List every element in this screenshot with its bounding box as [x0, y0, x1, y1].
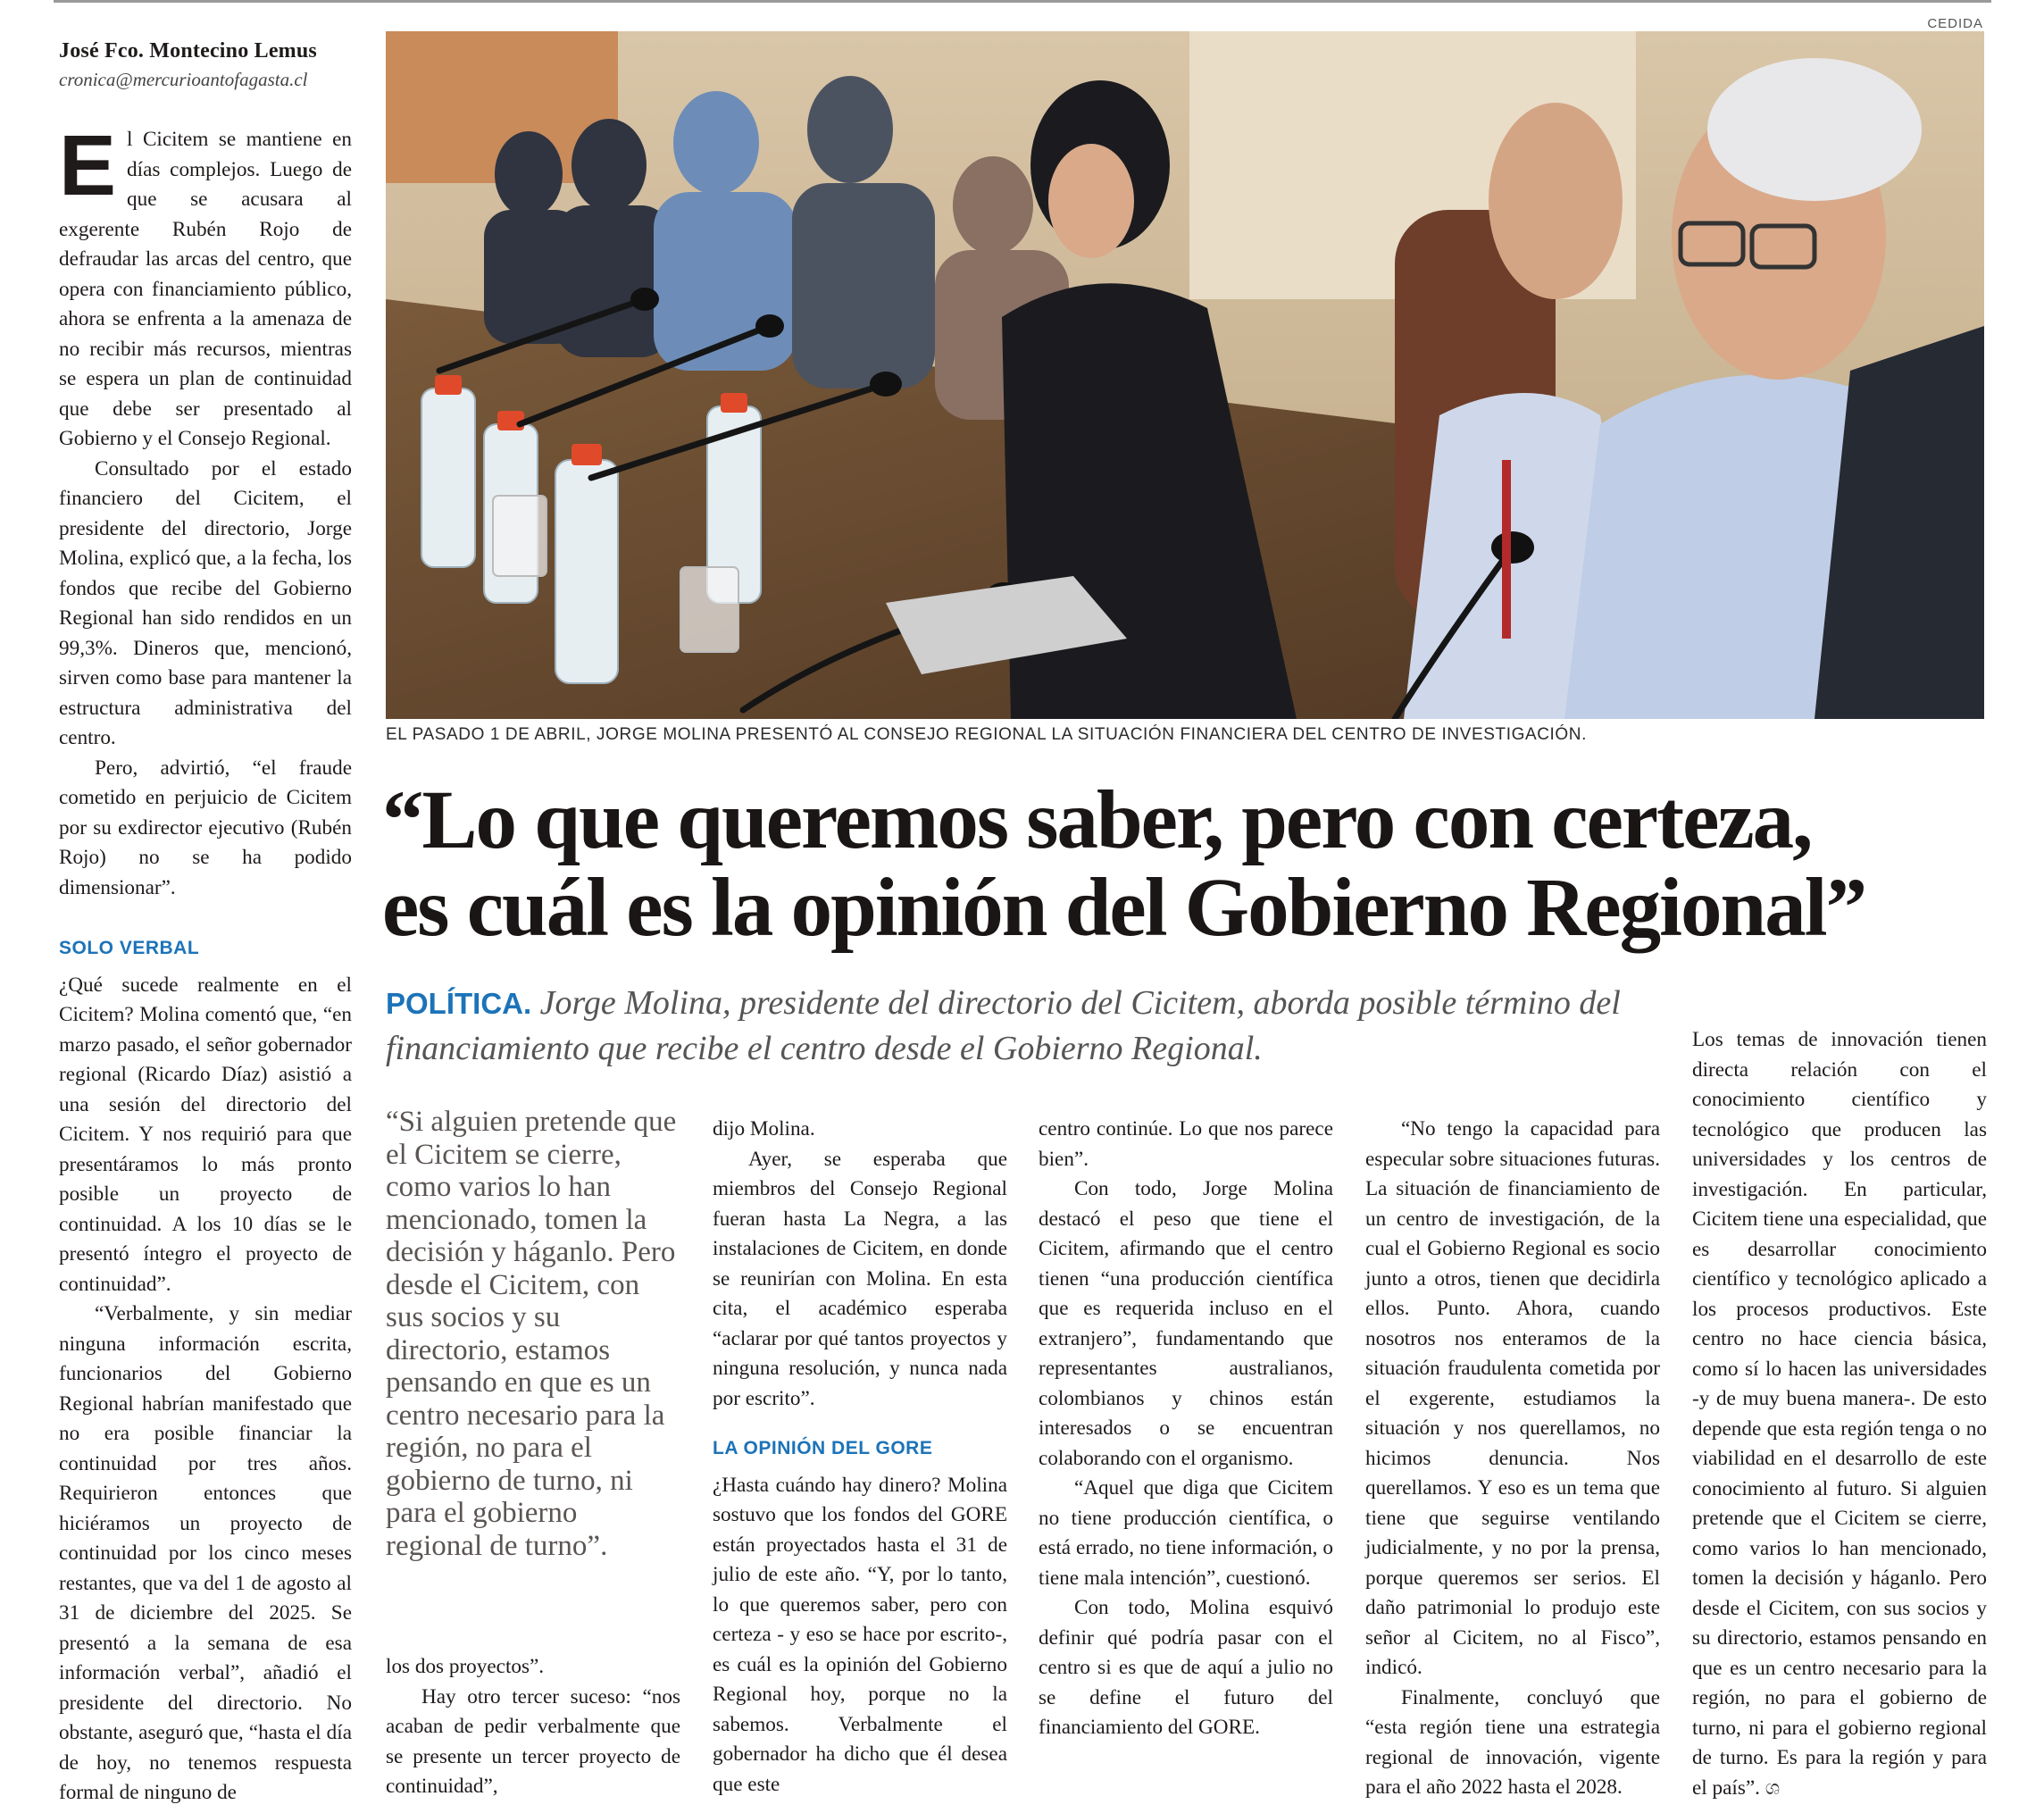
section-label: POLÍTICA. [386, 987, 532, 1020]
subhead-opinion-gore: LA OPINIÓN DEL GORE [713, 1438, 933, 1458]
subhead-solo-verbal: SOLO VERBAL [59, 938, 200, 958]
article-column-6 [1692, 1025, 1987, 1803]
paragraph: “Verbalmente, y sin mediar ninguna información escrita, funcionarios del Gobierno Regional habrían manifestado que no era posible financiar la continuidad por tres años. Requirieron entonces que hiciéramos un proyecto de continuidad por los cinco meses restantes, que va del 1 de agosto al 31 de diciembre del 2025. Se presentó a la semana de esa información verbal”, añadió el presidente del directorio. No obstante, aseguró que, “hasta el día de hoy, no tenemos respuesta formal de ninguno de [59, 1302, 352, 1804]
end-mark-icon: ශ [1765, 1775, 1781, 1800]
paragraph: l Cicitem se mantiene en días complejos. Luego de que se acusara al exgerente Rubén Rojo de defraudar las arcas del centro, que opera con financiamiento público, ahora se enfrenta a la amenaza de no recibir más recursos, mientras se espera un plan de continuidad que debe ser presentado al Gobierno y el Consejo Regional. [59, 128, 352, 450]
author-email: cronica@mercurioantofagasta.cl [59, 69, 308, 90]
headline [382, 774, 1990, 954]
paragraph: “Aquel que diga que Cicitem no tiene producción científica, o está errado, no tiene información, o tiene mala intención”, cuestionó. [1039, 1476, 1333, 1590]
article-column-4 [1039, 1115, 1333, 1743]
paragraph: los dos proyectos”. [386, 1655, 545, 1678]
news-photo [386, 31, 1984, 719]
paragraph: Con todo, Jorge Molina destacó el peso que tiene el Cicitem, afirmando que el centro tienen “una producción científica que es requerida incluso en el extranjero”, fundamentando que representantes australianos, colombianos y chinos están interesados o se encuentran colaborando con el organismo. [1039, 1177, 1333, 1470]
paragraph: Con todo, Molina esquivó definir qué podría pasar con el centro si es que de aquí a julio no se define el futuro del financiamiento del GORE. [1039, 1596, 1333, 1739]
paragraph: dijo Molina. [713, 1117, 815, 1140]
photo-caption: EL PASADO 1 DE ABRIL, JORGE MOLINA PRESENTÓ AL CONSEJO REGIONAL LA SITUACIÓN FINANCIERA DEL CENTRO DE INVESTIGACIÓN. [386, 725, 1588, 744]
article-column-2 [386, 1652, 680, 1802]
paragraph: centro continúe. Lo que nos parece bien”. [1039, 1117, 1333, 1171]
paragraph: Ayer, se esperaba que miembros del Consejo Regional fueran hasta La Negra, a las instalaciones de Cicitem, en donde se reunirían con Molina. En esta cita, el académico esperaba “aclarar por qué tantos proyectos y ninguna resolución, y nunca nada por escrito”. [713, 1147, 1007, 1410]
paragraph: ¿Qué sucede realmente en el Cicitem? Molina comentó que, “en marzo pasado, el señor gobernador regional (Ricardo Díaz) asistió a una sesión del directorio del Cicitem. Y nos requirió para que presentáramos lo más pronto posible un proyecto de continuidad. A los 10 días se le presentó íntegro el proyecto de continuidad”. [59, 973, 352, 1296]
paragraph: Hay otro tercer suceso: “nos acaban de pedir verbalmente que se presente un tercer proyecto de continuidad”, [386, 1684, 680, 1798]
paragraph: Pero, advirtió, “el fraude cometido en perjuicio de Cicitem por su exdirector ejecutivo (Rubén Rojo) no se ha podido dimensionar”. [59, 756, 352, 899]
drop-cap: E [59, 118, 117, 213]
author-name: José Fco. Montecino Lemus [59, 39, 317, 63]
headline-line-1: “Lo que queremos saber, pero con certeza, [382, 774, 1812, 866]
photo-credit: CEDIDA [1927, 16, 1983, 31]
article-column-3 [713, 1115, 1007, 1800]
pull-quote: “Si alguien pretende que el Cicitem se cierre, como varios lo han mencionado, tomen la decisión y háganlo. Pero desde el Cicitem, con sus socios y su directorio, estamos pensando en que es un centro necesario para la región, no para el gobierno de turno, ni para el gobierno regional de turno”. [386, 1106, 677, 1562]
paragraph: Los temas de innovación tienen directa relación con el conocimiento científico y tecnológico que producen las universidades y los centros de investigación. En particular, Cicitem tiene una especialidad, que es desarrollar conocimiento científico y tecnológico aplicado a los procesos productivos. Este centro no hace ciencia básica, como sí lo hacen las universidades -y de muy buena manera-. De esto depende que esta región tenga o no viabilidad en el desarrollo de este conocimiento al futuro. Si alguien pretende que el Cicitem se cierre, como varios lo han mencionado, tomen la decisión y háganlo. Pero desde el Cicitem, con sus socios y su directorio, estamos pensando en que es un centro necesario para la región, no para el gobierno de turno, ni para el gobierno regional de turno. Es para la región y para el país”. [1692, 1028, 1987, 1800]
paragraph: ¿Hasta cuándo hay dinero? Molina sostuvo que los fondos del GORE están proyectados hasta el 31 de julio de este año. “Y, por lo tanto, lo que queremos saber, pero con certeza - y eso se hace por escrito-, es cuál es la opinión del Gobierno Regional hoy, porque no la sabemos. Verbalmente el gobernador ha dicho que él desea que este [713, 1473, 1007, 1796]
paragraph: Finalmente, concluyó que “esta región tiene una estrategia regional de innovación, vigente para el año 2022 hasta el 2028. [1365, 1685, 1660, 1799]
byline [59, 39, 345, 91]
meeting-photo-illustration [386, 31, 1984, 719]
article-column-1 [59, 118, 352, 1809]
article-column-5 [1365, 1115, 1660, 1803]
deck-text: Jorge Molina, presidente del directorio del Cicitem, aborda posible término del financiamiento que recibe el centro desde el Gobierno Regional. [386, 984, 1621, 1067]
paragraph: Consultado por el estado financiero del Cicitem, el presidente del directorio, Jorge Molina, explicó que, a la fecha, los fondos que recibe del Gobierno Regional han sido rendidos en un 99,3%. Dineros que, mencionó, sirven como base para mantener la estructura administrativa del centro. [59, 456, 352, 749]
deck [386, 981, 1689, 1071]
headline-line-2: es cuál es la opinión del Gobierno Regional” [382, 862, 1866, 954]
paragraph: “No tengo la capacidad para especular sobre situaciones futuras. La situación de financiamiento de un centro de investigación, de la cual el Gobierno Regional es socio junto a otros, tienen que decidirla ellos. Punto. Ahora, cuando nosotros nos enteramos de la situación fraudulenta cometida por el exgerente, estudiamos la situación y nos querellamos, no hicimos denuncia. Nos querellamos. Y eso es un tema que tiene que seguirse ventilando judicialmente, y no por la prensa, porque queremos ser serios. El daño patrimonial lo produjo este señor al Cicitem, no al Fisco”, indicó. [1365, 1117, 1660, 1679]
top-rule [54, 0, 1991, 3]
